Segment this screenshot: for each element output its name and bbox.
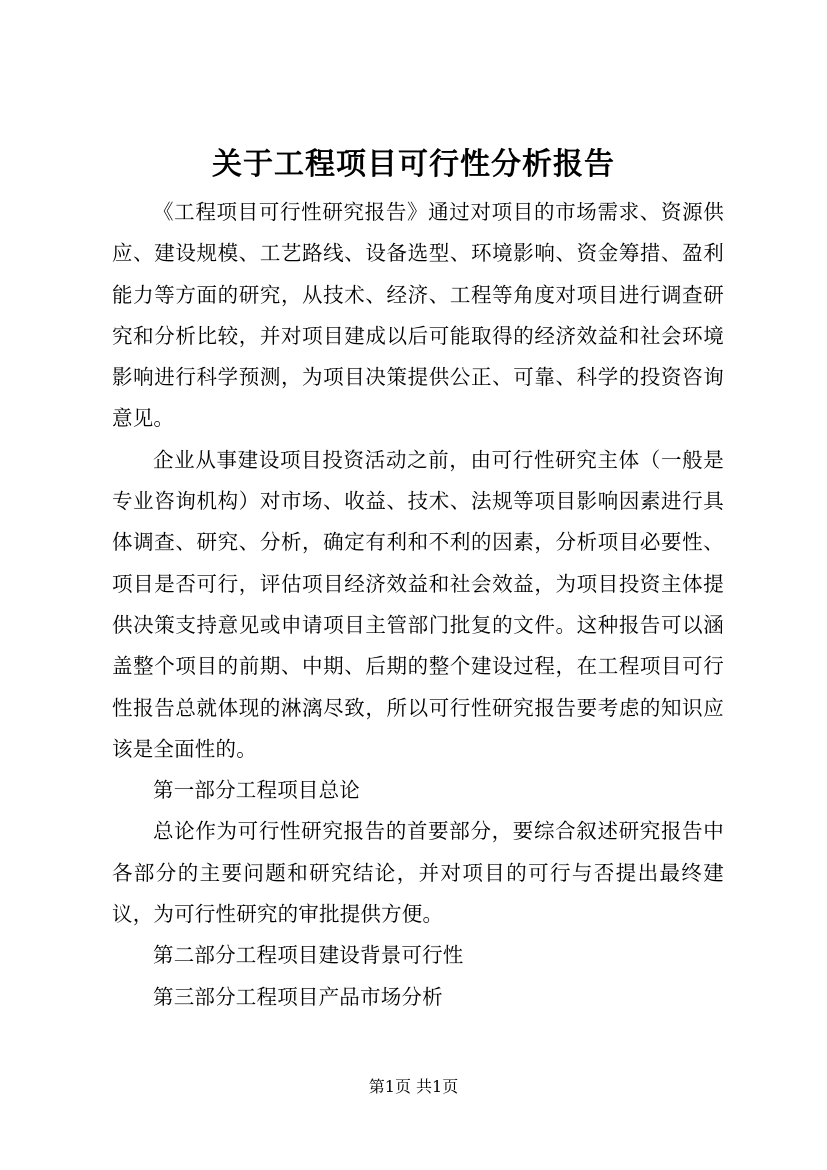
- document-body: [112, 192, 724, 1018]
- document-title: 关于工程项目可行性分析报告: [212, 147, 615, 182]
- page-footer: 第1页 共1页: [368, 1077, 459, 1096]
- paragraph-background: 企业从事建设项目投资活动之前，由可行性研究主体（一般是专业咨询机构）对市场、收益、技术、法规等项目影响因素进行具体调查、研究、分析，确定有利和不利的因素，分析项目必要性、项目是否可行，评估项目经济效益和社会效益，为项目投资主体提供决策支持意见或申请项目主管部门批复的文件。这种报告可以涵盖整个项目的前期、中期、后期的整个建设过程，在工程项目可行性报告总就体现的淋漓尽致，所以可行性研究报告要考虑的知识应该是全面性的。: [112, 447, 724, 761]
- section-heading-part-2: 第二部分工程项目建设背景可行性: [153, 943, 464, 968]
- section-heading-part-3: 第三部分工程项目产品市场分析: [153, 984, 443, 1009]
- section-heading-part-1: 第一部分工程项目总论: [153, 778, 360, 803]
- paragraph-intro: 《工程项目可行性研究报告》通过对项目的市场需求、资源供应、建设规模、工艺路线、设备选型、环境影响、资金筹措、盈利能力等方面的研究，从技术、经济、工程等角度对项目进行调查研究和分析比较，并对项目建成以后可能取得的经济效益和社会环境影响进行科学预测，为项目决策提供公正、可靠、科学的投资咨询意见。: [112, 200, 724, 431]
- paragraph-summary: 总论作为可行性研究报告的首要部分，要综合叙述研究报告中各部分的主要问题和研究结论，并对项目的可行与否提出最终建议，为可行性研究的审批提供方便。: [112, 819, 724, 927]
